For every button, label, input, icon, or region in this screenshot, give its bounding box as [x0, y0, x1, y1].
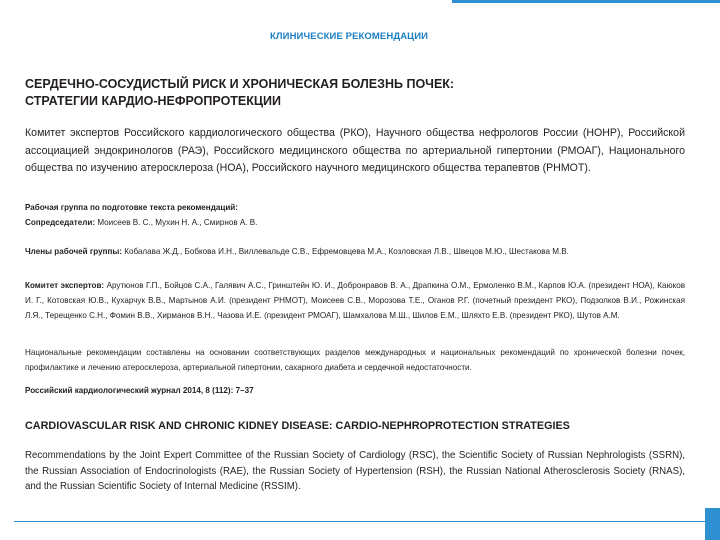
members-names: Кобалава Ж.Д., Бобкова И.Н., Виллевальде С.В., Ефремовцева М.А., Козловская Л.В., Швецов М.Ю., Шестакова М.В.	[124, 247, 569, 256]
committee-russian: Комитет экспертов Российского кардиологического общества (РКО), Научного общества нефрологов России (НОНР), Российской ассоциацией эндокринологов (РАЭ), Российского медицинского общества по артериальной гипертонии (РМОАГ), Национального общества по изучению атеросклероза (НОА), Российского научного медицинского общества терапевтов (РНМОТ).	[25, 127, 685, 174]
working-group-block	[25, 200, 685, 230]
title-russian-line-1: СЕРДЕЧНО-СОСУДИСТЫЙ РИСК И ХРОНИЧЕСКАЯ БОЛЕЗНЬ ПОЧЕК:	[25, 77, 455, 91]
section-header: КЛИНИЧЕСКИЕ РЕКОМЕНДАЦИИ	[270, 31, 429, 42]
title-russian-line-2: СТРАТЕГИИ КАРДИО-НЕФРОПРОТЕКЦИИ	[25, 94, 281, 108]
members-label: Члены рабочей группы:	[25, 247, 122, 256]
note-russian: Национальные рекомендации составлены на основании соответствующих разделов международных и национальных рекомендаций по хронической болезни почек, профилактике и лечению атеросклероза, артериальной гипертонии, сахарного диабета и сердечной недостаточности.	[25, 348, 685, 372]
working-group-heading: Рабочая группа по подготовке текста рекомендаций:	[25, 203, 238, 212]
citation: Российский кардиологический журнал 2014, 8 (112): 7–37	[25, 386, 254, 395]
chairs-names: Моисеев В. С., Мухин Н. А., Смирнов А. В.	[97, 218, 258, 227]
committee-english: Recommendations by the Joint Expert Committee of the Russian Society of Cardiology (RSC), the Scientific Society of Russian Nephrologists (SSRN), the Russian Association of Endocrinologists (RAE), the Russian Society of Hypertension (RSH), the Russian National Atherosclerosis Society (RNAS), and the Russian Scientific Society of Internal Medicine (RSSIM).	[25, 450, 685, 492]
experts-block	[25, 278, 685, 323]
experts-names: Арутюнов Г.П., Бойцов С.А., Галявич А.С., Гринштейн Ю. И., Добронравов В. А., Драпкина О.М., Ермоленко В.М., Карпов Ю.А. (президент НОА), Каюков И. Г., Котовская Ю.В., Кухарчук В.В., Мартынов А.И. (президент РНМОТ), Моисеев С.В., Морозова Т.Е., Оганов Р.Г. (почетный президент РКО), Подзолков В.И., Рожинская Л.Я., Терещенко С.Н., Фомин В.В., Хирманов В.Н., Чазова И.Е. (президент РМОАГ), Шамхалова М.Ш., Шилов Е.М., Шляхто Е.В. (президент РКО), Шутов А.М.	[25, 281, 686, 320]
experts-label: Комитет экспертов:	[25, 281, 105, 290]
title-russian	[25, 76, 695, 110]
title-english: CARDIOVASCULAR RISK AND CHRONIC KIDNEY DISEASE: CARDIO-NEPHROPROTECTION STRATEGIES	[25, 420, 570, 432]
top-accent-bar	[452, 0, 720, 3]
chairs-label: Сопредседатели:	[25, 218, 96, 227]
bottom-rule	[14, 521, 706, 522]
corner-accent-strip	[705, 508, 720, 540]
working-group-chairs	[25, 215, 685, 230]
members-block	[25, 244, 685, 259]
